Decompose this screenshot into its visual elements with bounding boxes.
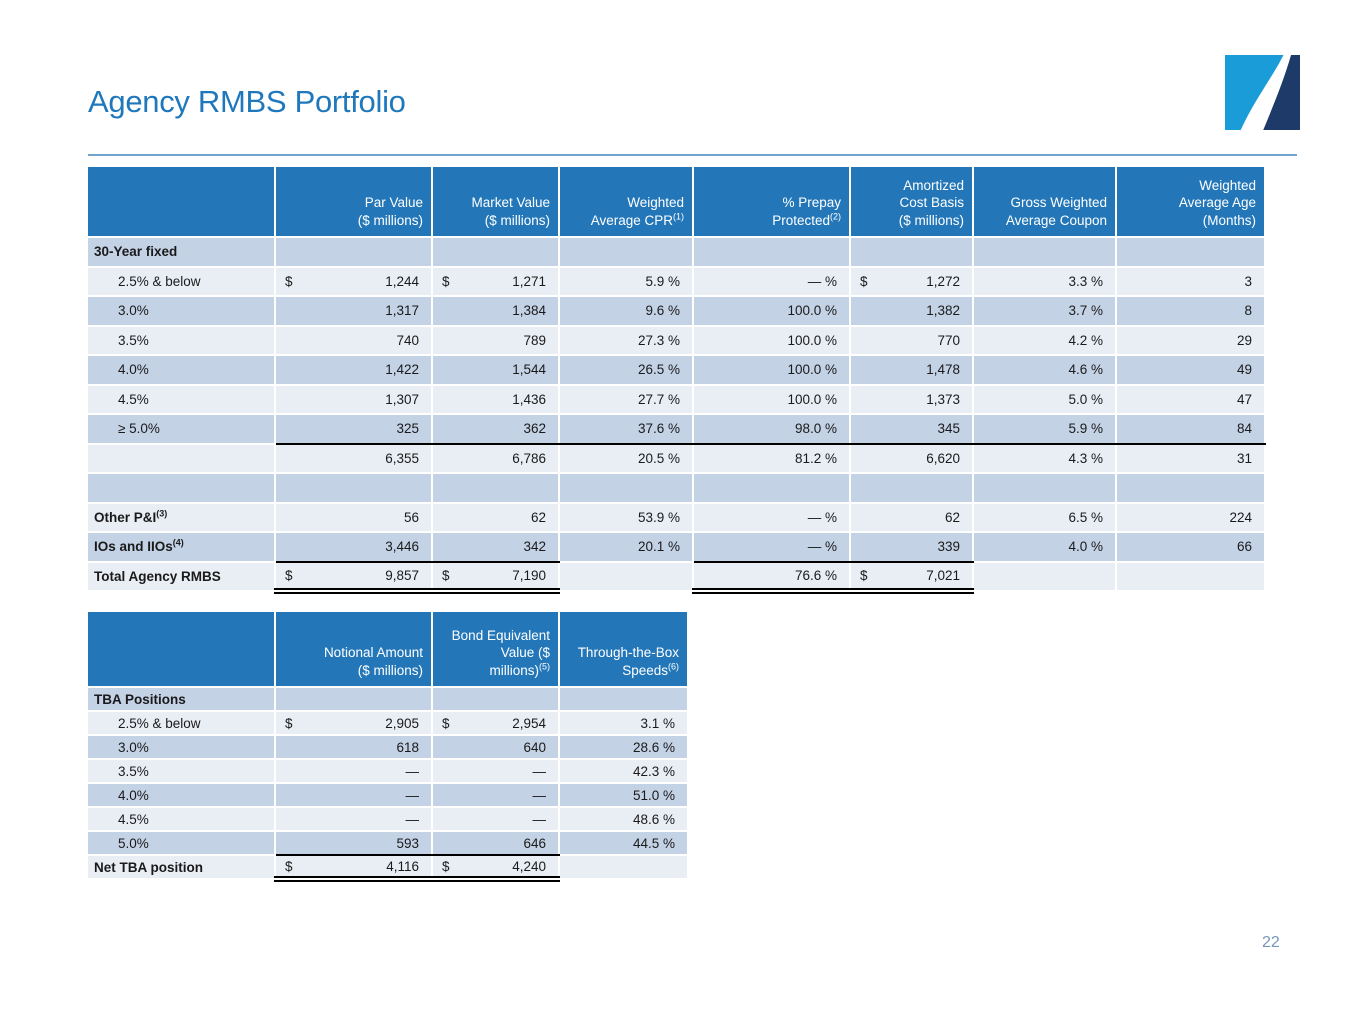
table-cell: — bbox=[275, 759, 432, 783]
table-cell: 5.9 % bbox=[973, 414, 1116, 444]
table-cell bbox=[1116, 473, 1265, 503]
table-cell: — % bbox=[693, 532, 850, 562]
column-header: Weighted Average CPR$^{(1)}$ bbox=[559, 167, 693, 237]
header-row bbox=[88, 612, 688, 687]
table-cell: $ 4,116 bbox=[275, 855, 432, 879]
table-cell: 3.3 % bbox=[973, 267, 1116, 297]
table-cell: 27.3 % bbox=[559, 326, 693, 356]
table-cell bbox=[275, 237, 432, 267]
table-cell: 789 bbox=[432, 326, 559, 356]
row-label: 3.5% bbox=[88, 759, 275, 783]
table-cell: $ 9,857 bbox=[275, 562, 432, 592]
table-cell: — bbox=[275, 783, 432, 807]
row-label: 3.0% bbox=[88, 296, 275, 326]
table-cell: 345 bbox=[850, 414, 973, 444]
table-cell: 9.6 % bbox=[559, 296, 693, 326]
table-cell: 1,384 bbox=[432, 296, 559, 326]
table-cell: 100.0 % bbox=[693, 385, 850, 415]
table-row bbox=[88, 296, 1265, 326]
table-cell bbox=[275, 473, 432, 503]
agency-rmbs-table-header bbox=[88, 167, 1265, 237]
table-cell bbox=[850, 237, 973, 267]
table-cell: — bbox=[432, 807, 559, 831]
column-header: Par Value ($ millions) bbox=[275, 167, 432, 237]
table-cell: 3.7 % bbox=[973, 296, 1116, 326]
table-cell: $ 7,190 bbox=[432, 562, 559, 592]
column-header: Gross Weighted Average Coupon bbox=[973, 167, 1116, 237]
table-cell: 618 bbox=[275, 735, 432, 759]
table-row bbox=[88, 444, 1265, 474]
table-cell: 48.6 % bbox=[559, 807, 688, 831]
column-header: Weighted Average Age (Months) bbox=[1116, 167, 1265, 237]
table-cell: $ 1,272 bbox=[850, 267, 973, 297]
table-cell: $ 2,905 bbox=[275, 711, 432, 735]
table-cell: 325 bbox=[275, 414, 432, 444]
table-cell: 6,786 bbox=[432, 444, 559, 474]
table-cell: 26.5 % bbox=[559, 355, 693, 385]
table-row bbox=[88, 473, 1265, 503]
column-header bbox=[88, 167, 275, 237]
column-header: Market Value ($ millions) bbox=[432, 167, 559, 237]
table-cell: 224 bbox=[1116, 503, 1265, 533]
table-cell bbox=[1116, 562, 1265, 592]
table-row bbox=[88, 687, 688, 711]
table-cell: — bbox=[432, 759, 559, 783]
table-cell: 770 bbox=[850, 326, 973, 356]
row-label: 3.5% bbox=[88, 326, 275, 356]
table-cell: 1,544 bbox=[432, 355, 559, 385]
table-cell: 98.0 % bbox=[693, 414, 850, 444]
table-cell: 1,422 bbox=[275, 355, 432, 385]
table-cell bbox=[693, 473, 850, 503]
table-cell: 339 bbox=[850, 532, 973, 562]
table-cell: $ 1,244 bbox=[275, 267, 432, 297]
table-cell: $ 7,021 bbox=[850, 562, 973, 592]
table-cell: $ 4,240 bbox=[432, 855, 559, 879]
table-row bbox=[88, 503, 1265, 533]
page-number: 22 bbox=[1262, 934, 1280, 951]
table-cell: 4.6 % bbox=[973, 355, 1116, 385]
table-cell bbox=[559, 855, 688, 879]
table-cell bbox=[973, 473, 1116, 503]
row-label: 5.0% bbox=[88, 831, 275, 855]
table-cell: 646 bbox=[432, 831, 559, 855]
table-cell bbox=[1116, 237, 1265, 267]
table-cell: 37.6 % bbox=[559, 414, 693, 444]
tba-positions-table-body bbox=[88, 687, 688, 879]
table-cell: 3 bbox=[1116, 267, 1265, 297]
table-cell: — % bbox=[693, 503, 850, 533]
table-cell: 1,317 bbox=[275, 296, 432, 326]
table-cell: $ 1,271 bbox=[432, 267, 559, 297]
table-cell bbox=[559, 237, 693, 267]
table-cell: 5.0 % bbox=[973, 385, 1116, 415]
table-cell bbox=[432, 687, 559, 711]
column-header: Through-the-Box Speeds$^{(6)}$ bbox=[559, 612, 688, 687]
header-row bbox=[88, 167, 1265, 237]
table-cell: — bbox=[275, 807, 432, 831]
table-row bbox=[88, 385, 1265, 415]
row-label: 2.5% & below bbox=[88, 711, 275, 735]
table-cell bbox=[432, 473, 559, 503]
agency-rmbs-table-body bbox=[88, 237, 1265, 591]
table-cell: 29 bbox=[1116, 326, 1265, 356]
title-divider bbox=[88, 154, 1297, 156]
tba-positions-table bbox=[88, 612, 689, 882]
table-cell: 593 bbox=[275, 831, 432, 855]
table-cell: 66 bbox=[1116, 532, 1265, 562]
table-cell: 5.9 % bbox=[559, 267, 693, 297]
table-cell: 1,436 bbox=[432, 385, 559, 415]
column-header: Notional Amount ($ millions) bbox=[275, 612, 432, 687]
table-cell: 100.0 % bbox=[693, 355, 850, 385]
column-header: Bond Equivalent Value ($ millions)$^{(5)}$ bbox=[432, 612, 559, 687]
table-cell: 62 bbox=[850, 503, 973, 533]
table-row bbox=[88, 711, 688, 735]
table-row bbox=[88, 735, 688, 759]
row-label: IOs and IIOs$^{(4)}$ bbox=[88, 532, 275, 562]
table-cell: 6.5 % bbox=[973, 503, 1116, 533]
table-cell: 20.1 % bbox=[559, 532, 693, 562]
table-cell: 47 bbox=[1116, 385, 1265, 415]
page-title: Agency RMBS Portfolio bbox=[88, 84, 406, 119]
row-label: Other $P\&I^{(3)}$ bbox=[88, 503, 275, 533]
table-cell: 4.3 % bbox=[973, 444, 1116, 474]
row-label: 30-Year fixed bbox=[88, 237, 275, 267]
table-cell: 740 bbox=[275, 326, 432, 356]
table-cell: 56 bbox=[275, 503, 432, 533]
table-cell: 1,478 bbox=[850, 355, 973, 385]
row-label: 4.5% bbox=[88, 385, 275, 415]
table-cell: 51.0 % bbox=[559, 783, 688, 807]
table-cell: 362 bbox=[432, 414, 559, 444]
table-cell: 6,355 bbox=[275, 444, 432, 474]
table-row bbox=[88, 414, 1265, 444]
table-cell bbox=[850, 473, 973, 503]
column-header bbox=[88, 612, 275, 687]
table-cell bbox=[432, 237, 559, 267]
table-cell: 640 bbox=[432, 735, 559, 759]
table-row bbox=[88, 759, 688, 783]
row-label: 4.0% bbox=[88, 355, 275, 385]
row-label: Total Agency RMBS bbox=[88, 562, 275, 592]
table-cell: 4.0 % bbox=[973, 532, 1116, 562]
table-cell: 76.6 % bbox=[693, 562, 850, 592]
table-cell: 3,446 bbox=[275, 532, 432, 562]
table-cell: 1,382 bbox=[850, 296, 973, 326]
table-row bbox=[88, 855, 688, 879]
table-cell: 100.0 % bbox=[693, 296, 850, 326]
table-cell: 81.2 % bbox=[693, 444, 850, 474]
company-logo-icon bbox=[1225, 55, 1300, 130]
table-row bbox=[88, 326, 1265, 356]
table-cell: 6,620 bbox=[850, 444, 973, 474]
table-row bbox=[88, 562, 1265, 592]
row-label: ≥ 5.0% bbox=[88, 414, 275, 444]
row-label: 4.0% bbox=[88, 783, 275, 807]
row-label bbox=[88, 444, 275, 474]
row-label: 4.5% bbox=[88, 807, 275, 831]
table-cell: — bbox=[432, 783, 559, 807]
table-cell: 44.5 % bbox=[559, 831, 688, 855]
table-cell bbox=[559, 687, 688, 711]
row-label: TBA Positions bbox=[88, 687, 275, 711]
table-cell: 4.2 % bbox=[973, 326, 1116, 356]
table-cell: 31 bbox=[1116, 444, 1265, 474]
table-cell: $ 2,954 bbox=[432, 711, 559, 735]
table-cell: 27.7 % bbox=[559, 385, 693, 415]
table-cell: 20.5 % bbox=[559, 444, 693, 474]
table-row bbox=[88, 532, 1265, 562]
table-cell bbox=[275, 687, 432, 711]
table-cell: 42.3 % bbox=[559, 759, 688, 783]
column-header: % Prepay Protected$^{(2)}$ bbox=[693, 167, 850, 237]
table-cell bbox=[559, 473, 693, 503]
table-cell bbox=[973, 562, 1116, 592]
table-row bbox=[88, 807, 688, 831]
table-row bbox=[88, 783, 688, 807]
table-row bbox=[88, 237, 1265, 267]
table-cell: 84 bbox=[1116, 414, 1265, 444]
table-cell: 100.0 % bbox=[693, 326, 850, 356]
table-cell: 3.1 % bbox=[559, 711, 688, 735]
table-cell: 1,307 bbox=[275, 385, 432, 415]
table-row bbox=[88, 831, 688, 855]
row-label bbox=[88, 473, 275, 503]
table-cell: 28.6 % bbox=[559, 735, 688, 759]
tba-positions-table-header bbox=[88, 612, 688, 687]
row-label: Net TBA position bbox=[88, 855, 275, 879]
agency-rmbs-table bbox=[88, 167, 1266, 594]
table-cell: 53.9 % bbox=[559, 503, 693, 533]
table-cell bbox=[973, 237, 1116, 267]
table-cell bbox=[559, 562, 693, 592]
table-cell bbox=[693, 237, 850, 267]
column-header: Amortized Cost Basis ($ millions) bbox=[850, 167, 973, 237]
table-cell: 342 bbox=[432, 532, 559, 562]
table-cell: 8 bbox=[1116, 296, 1265, 326]
table-cell: 1,373 bbox=[850, 385, 973, 415]
table-cell: — % bbox=[693, 267, 850, 297]
table-row bbox=[88, 355, 1265, 385]
table-cell: 49 bbox=[1116, 355, 1265, 385]
row-label: 2.5% & below bbox=[88, 267, 275, 297]
table-cell: 62 bbox=[432, 503, 559, 533]
table-row bbox=[88, 267, 1265, 297]
row-label: 3.0% bbox=[88, 735, 275, 759]
